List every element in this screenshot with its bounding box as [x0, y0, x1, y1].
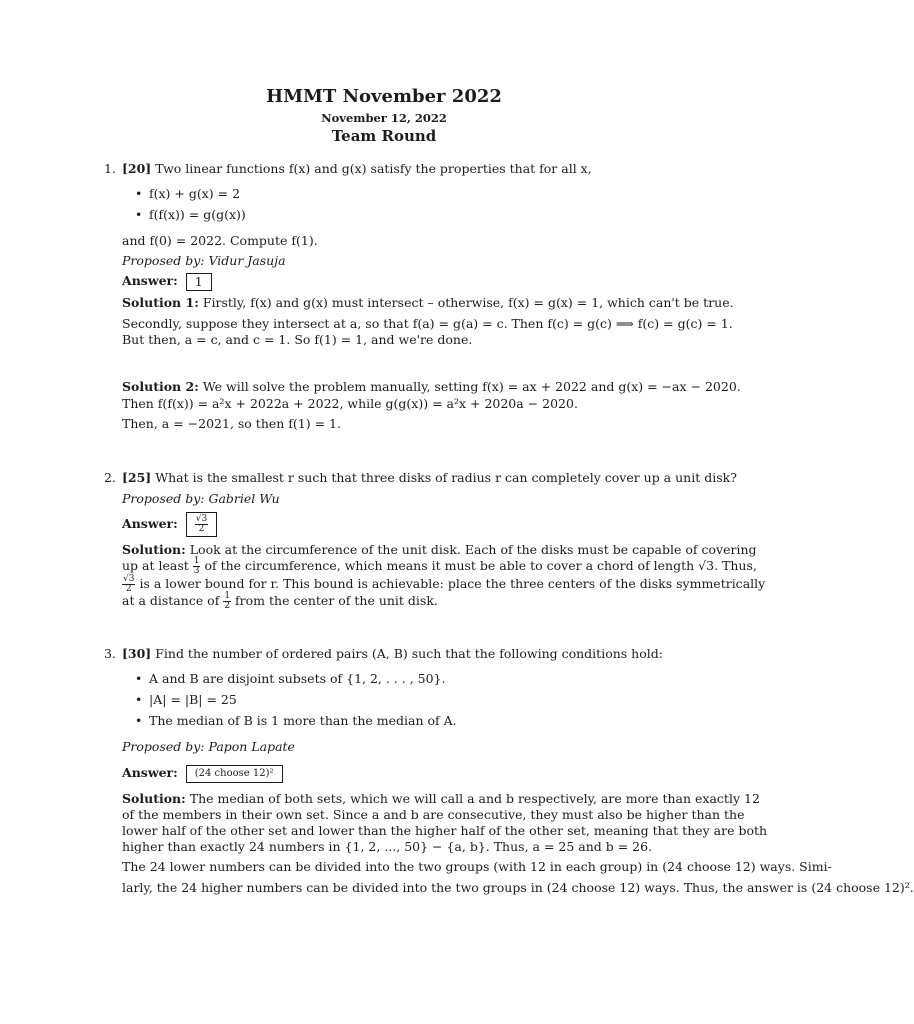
problem-1-solution-2 — [122, 378, 741, 395]
solution-line: But then, a = c, and c = 1. So f(1) = 1, and we're done. — [122, 332, 473, 347]
problem-3-points: [30] — [122, 646, 152, 661]
solution-line: larly, the 24 higher numbers can be divided into the two groups in (24 choose 12) ways. Thus, the answer is (24 choose 12)². — [122, 880, 914, 895]
problem-1-task: and f(0) = 2022. Compute f(1). — [122, 233, 318, 248]
problem-2-text: What is the smallest r such that three disks of radius r can completely cover up a unit disk? — [155, 470, 737, 485]
document-title: HMMT November 2022 — [266, 86, 502, 107]
solution-line: We will solve the problem manually, setting f(x) = ax + 2022 and g(x) = −ax − 2020. — [202, 379, 741, 394]
fraction-one-third: $\frac{1}{3}$ — [193, 556, 200, 576]
solution-line: lower half of the other set and lower than the higher half of the other set, meaning that they are both — [122, 823, 768, 838]
problem-1-condition: • f(x) + g(x) = 2 — [149, 185, 240, 202]
problem-3-condition: • |A| = |B| = 25 — [149, 691, 237, 708]
problem-2-statement — [122, 469, 737, 486]
problem-3-statement — [122, 645, 663, 662]
problem-3-condition: • The median of B is 1 more than the median of A. — [149, 712, 457, 729]
solution-line: at a distance of $\frac{1}{2}$ from the center of the unit disk. — [122, 591, 438, 611]
problem-3-solution — [122, 790, 760, 807]
fraction-one-half: $\frac{1}{2}$ — [224, 591, 231, 611]
answer-label: Answer: — [122, 273, 178, 288]
problem-3-number: 3. — [104, 646, 116, 661]
problem-1-proposed: Proposed by: Vidur Jasuja — [122, 253, 286, 268]
document-date: November 12, 2022 — [321, 111, 447, 125]
solution-line: Then f(f(x)) = a²x + 2022a + 2022, while g(g(x)) = a²x + 2020a − 2020. — [122, 396, 578, 411]
answer-box: 1 — [186, 273, 212, 291]
problem-3-condition: • A and B are disjoint subsets of {1, 2, . . . , 50}. — [149, 670, 445, 687]
solution-line: The median of both sets, which we will call a and b respectively, are more than exactly 12 — [189, 791, 760, 806]
problem-3-proposed: Proposed by: Papon Lapate — [122, 739, 295, 754]
answer-box: (24 choose 12)² — [186, 765, 283, 783]
answer-box — [186, 512, 217, 537]
problem-2-number: 2. — [104, 470, 116, 485]
solution-label: Solution 1: — [122, 295, 199, 310]
solution-line: $\frac{√3}{2}$ is a lower bound for r. This bound is achievable: place the three centers of the disks symmetrically — [123, 574, 766, 594]
problem-1-condition: • f(f(x)) = g(g(x)) — [149, 206, 246, 223]
problem-3-answer — [122, 764, 283, 783]
problem-2-points: [25] — [122, 470, 152, 485]
problem-2-proposed: Proposed by: Gabriel Wu — [122, 491, 280, 506]
problem-2-solution — [122, 541, 757, 558]
solution-line: higher than exactly 24 numbers in {1, 2, ..., 50} − {a, b}. Thus, a = 25 and b = 26. — [122, 839, 653, 854]
solution-line: The 24 lower numbers can be divided into the two groups (with 12 in each group) in (24 choose 12) ways. Simi- — [122, 859, 832, 874]
problem-1-solution-1 — [122, 294, 734, 311]
problem-1-number: 1. — [104, 161, 116, 176]
solution-line: Then, a = −2021, so then f(1) = 1. — [122, 416, 341, 431]
problem-1-answer — [122, 272, 212, 291]
answer-fraction: $\frac{√3}{2}$ — [195, 514, 208, 534]
solution-line: Look at the circumference of the unit disk. Each of the disks must be capable of covering — [189, 542, 757, 557]
solution-line: Secondly, suppose they intersect at a, so that f(a) = g(a) = c. Then f(c) = g(c) ⟹ f(c) = g(c) = 1. — [122, 316, 733, 331]
solution-label: Solution: — [122, 542, 186, 557]
problem-1-points: [20] — [122, 161, 152, 176]
round-title: Team Round — [331, 127, 437, 145]
problem-1-text: Two linear functions f(x) and g(x) satisfy the properties that for all x, — [155, 161, 592, 176]
solution-line: of the members in their own set. Since a and b are consecutive, they must also be higher than the — [122, 807, 745, 822]
solution-line: up at least $\frac{1}{3}$ of the circumference, which means it must be able to cover a chord of length √3. Thus, — [122, 556, 757, 576]
fraction-root3-over-2: $\frac{√3}{2}$ — [123, 574, 135, 594]
answer-label: Answer: — [122, 765, 178, 780]
solution-line: Firstly, f(x) and g(x) must intersect – otherwise, f(x) = g(x) = 1, which can't be true. — [202, 295, 734, 310]
answer-label: Answer: — [122, 516, 178, 531]
problem-3-text: Find the number of ordered pairs (A, B) such that the following conditions hold: — [155, 646, 663, 661]
problem-2-answer — [122, 512, 217, 537]
solution-label: Solution 2: — [122, 379, 199, 394]
solution-label: Solution: — [122, 791, 186, 806]
problem-1-statement — [122, 160, 592, 177]
